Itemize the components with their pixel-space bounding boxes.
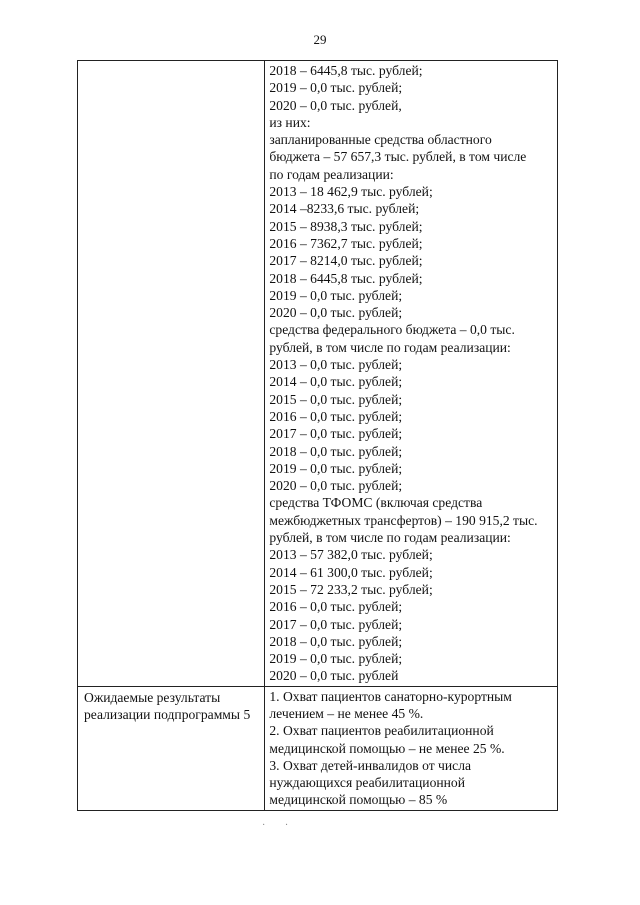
funding-line: рублей, в том числе по годам реализации: [269, 339, 511, 355]
result-item-line: 2. Охват пациентов реабилитационной [269, 723, 494, 739]
subprogram-passport-table [77, 60, 558, 811]
results-label-line: реализации подпрограммы 5 [84, 706, 251, 722]
result-item [269, 757, 553, 809]
funding-line: 2019 – 0,0 тыс. рублей; [269, 80, 403, 96]
funding-line: 2016 – 7362,7 тыс. рублей; [269, 235, 423, 251]
funding-content-cell [265, 61, 558, 687]
funding-line: 2019 – 0,0 тыс. рублей; [269, 460, 403, 476]
result-item [269, 688, 553, 723]
funding-line: по годам реализации: [269, 166, 394, 182]
results-label-line: Ожидаемые результаты [84, 689, 221, 705]
result-item-line: нуждающихся реабилитационной [269, 775, 465, 791]
funding-line: межбюджетных трансфертов) – 190 915,2 тыс. [269, 512, 538, 528]
results-row [78, 686, 558, 810]
results-label-cell [78, 686, 265, 810]
funding-line: бюджета – 57 657,3 тыс. рублей, в том числе [269, 149, 527, 165]
result-item-line: 3. Охват детей-инвалидов от числа [269, 757, 472, 773]
result-item-line: медицинской помощью – 85 % [269, 792, 448, 808]
funding-line: 2014 – 0,0 тыс. рублей; [269, 374, 403, 390]
funding-line: запланированные средства областного [269, 132, 492, 148]
funding-line: средства федерального бюджета – 0,0 тыс. [269, 322, 515, 338]
scan-artifact: · · [262, 820, 292, 831]
funding-line: 2019 – 0,0 тыс. рублей; [269, 287, 403, 303]
result-item-line: 1. Охват пациентов санаторно-курортным [269, 688, 512, 704]
page-number: 29 [313, 32, 327, 47]
funding-line: 2015 – 72 233,2 тыс. рублей; [269, 581, 433, 597]
funding-lines [269, 62, 553, 685]
funding-row [78, 61, 558, 687]
funding-line: 2015 – 0,0 тыс. рублей; [269, 391, 403, 407]
funding-line: 2014 – 61 300,0 тыс. рублей; [269, 564, 433, 580]
funding-line: 2018 – 0,0 тыс. рублей; [269, 443, 403, 459]
result-item [269, 722, 553, 757]
funding-line: 2016 – 0,0 тыс. рублей; [269, 408, 403, 424]
funding-line: 2017 – 0,0 тыс. рублей; [269, 616, 403, 632]
funding-line: 2017 – 0,0 тыс. рублей; [269, 426, 403, 442]
funding-line: 2018 – 6445,8 тыс. рублей; [269, 63, 423, 78]
funding-line: 2020 – 0,0 тыс. рублей, [269, 97, 402, 113]
funding-line: 2013 – 0,0 тыс. рублей; [269, 357, 403, 373]
funding-line: 2013 – 57 382,0 тыс. рублей; [269, 547, 433, 563]
funding-line: 2019 – 0,0 тыс. рублей; [269, 651, 403, 667]
funding-line: из них: [269, 114, 311, 130]
funding-line: рублей, в том числе по годам реализации: [269, 530, 511, 546]
funding-line: 2014 –8233,6 тыс. рублей; [269, 201, 420, 217]
funding-line: 2016 – 0,0 тыс. рублей; [269, 599, 403, 615]
result-item-line: лечением – не менее 45 %. [269, 705, 424, 721]
results-list [269, 688, 553, 809]
funding-line: 2015 – 8938,3 тыс. рублей; [269, 218, 423, 234]
funding-line: 2020 – 0,0 тыс. рублей [269, 668, 399, 684]
funding-line: средства ТФОМС (включая средства [269, 495, 483, 511]
result-item-line: медицинской помощью – не менее 25 %. [269, 740, 505, 756]
results-content-cell [265, 686, 558, 810]
funding-label-cell [78, 61, 265, 687]
funding-line: 2020 – 0,0 тыс. рублей; [269, 478, 403, 494]
funding-line: 2020 – 0,0 тыс. рублей; [269, 305, 403, 321]
funding-line: 2018 – 0,0 тыс. рублей; [269, 633, 403, 649]
funding-line: 2013 – 18 462,9 тыс. рублей; [269, 184, 433, 200]
funding-line: 2018 – 6445,8 тыс. рублей; [269, 270, 423, 286]
funding-line: 2017 – 8214,0 тыс. рублей; [269, 253, 423, 269]
